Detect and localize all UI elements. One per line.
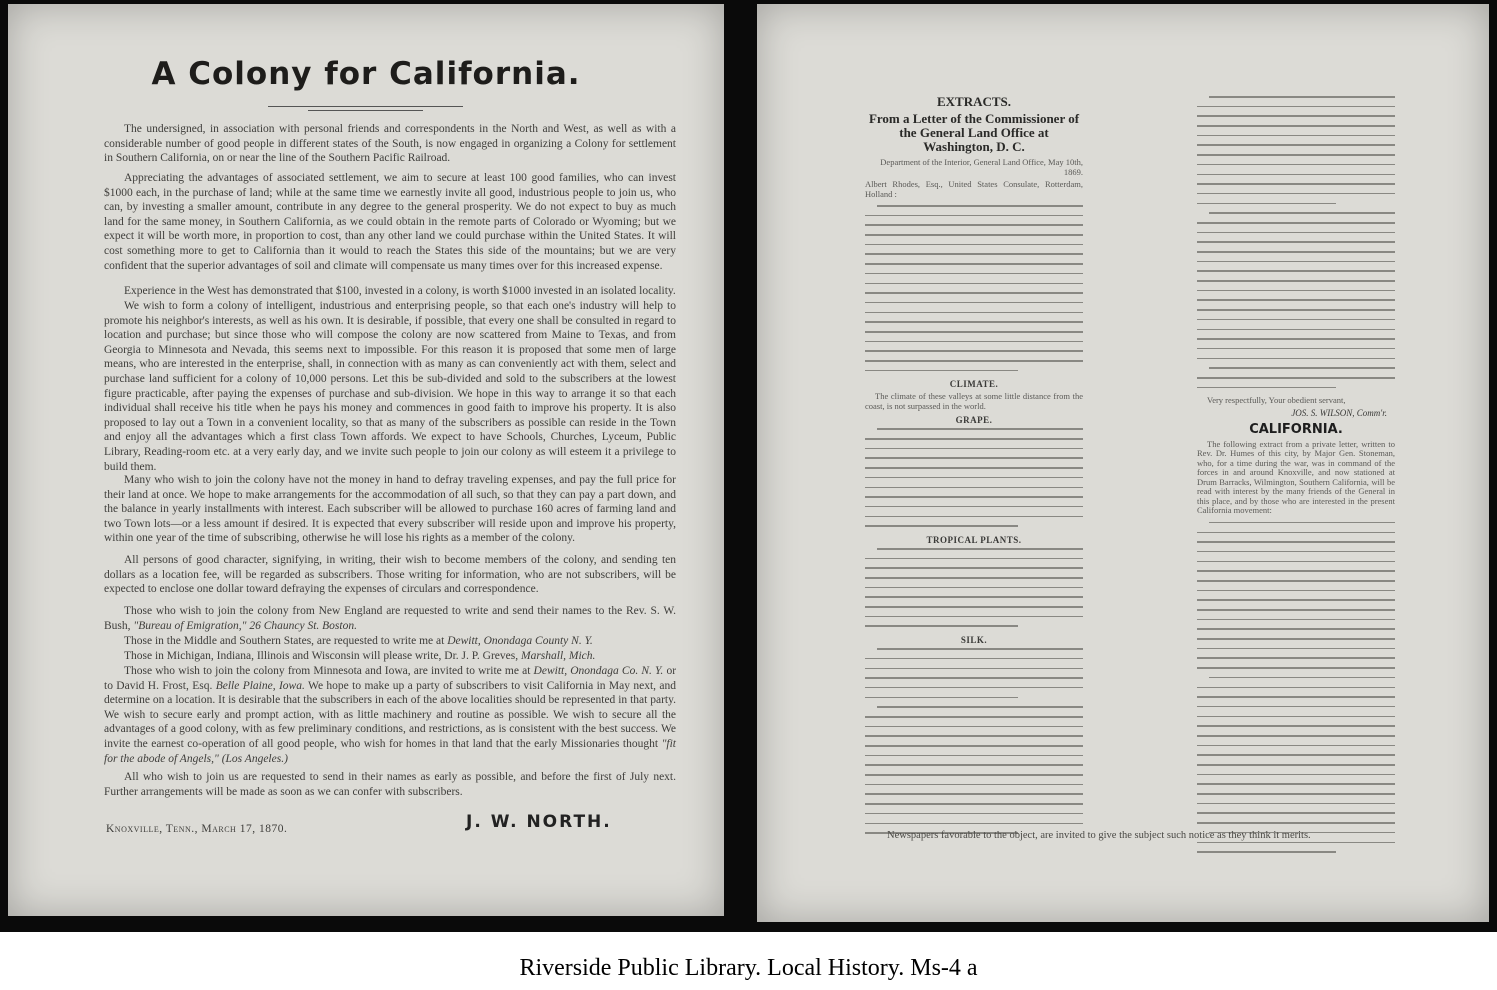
extracts-heading: EXTRACTS.	[936, 94, 1012, 109]
section-silk: SILK.	[960, 635, 988, 646]
section-tropical-plants: TROPICAL PLANTS.	[926, 534, 1022, 545]
newspapers-note: Newspapers favorable to the object, are invited to give the subject such notice as they think it merits.	[887, 830, 1311, 841]
section-grape: GRAPE.	[955, 415, 993, 426]
paragraph-experience: Experience in the West has demonstrated that $100, invested in a colony, is worth $1000 invested in an isolated locality.	[124, 285, 676, 297]
extracts-column	[865, 94, 1083, 842]
paragraph-advantages: Appreciating the advantages of associated settlement, we aim to secure at least 100 good families, who can invest $1000 each, in the purchase of land; while at the same time we earnestly invite all good, industrious people to join us, who can, by investing a smaller amount, contribute in any degree to the general prosperity. We do not expect to buy as much land for the same money, in Southern California, as we could obtain in the remote parts of Colorado or Wyoming; but we expect it will be worth more, in proportion to cost, than any other land we could purchase within the United States. It will cost something more to get to California than it would to reach the States this side of the mountains; but we are very confident that the superior advantages of soil and climate will compensate us many times over for this increased expense.	[104, 172, 676, 272]
title-rule-short	[308, 110, 423, 111]
grape-text	[865, 428, 1083, 526]
paragraph-michigan: Those in Michigan, Indiana, Illinois and Wisconsin will please write, Dr. J. P. Greves, Marshall, Mich.	[124, 650, 596, 662]
left-page	[8, 4, 724, 916]
signoff: Very respectfully, Your obedient servant,	[1207, 395, 1346, 406]
paragraph-subscribers: All persons of good character, signifying, in writing, their wish to become members of the colony, and sending ten dollars as a location fee, will be regarded as subscribers. Those writing for information, who are not subscribers, will be expected to enclose one dollar toward defraying the expenses of circulars and correspondence.	[104, 554, 676, 596]
paragraph-middle-states: Those in the Middle and Southern States, are requested to write me at Dewitt, Onondaga County N. Y.	[124, 635, 593, 647]
paragraph-payment: Many who wish to join the colony have not the money in hand to defray traveling expenses, and pay the full price for their land at once. We hope to make arrangements for the accommodation of all such, so that they can pay a part down, and the balance in yearly installments with interest. Each subscriber will be allowed to purchase 160 acres of farming land and two Town lots—or a less amount if desired. It is expected that every subscriber will reside upon and improve his property, within one year of the time of subscribing, otherwise he will lose his rights as a member of the colony.	[104, 474, 676, 545]
extracts-subheading: From a Letter of the Commissioner of the General Land Office at Washington, D. C.	[868, 111, 1080, 154]
paragraph-intro: The undersigned, in association with personal friends and correspondents in the North and West, as well as with a considerable number of good people in different states of the South, is now engaged in organizing a Colony for settlement in Southern California, on or near the line of the Southern Pacific Railroad.	[104, 123, 676, 165]
letter-body	[865, 205, 1083, 371]
right-page	[757, 4, 1489, 922]
paragraph-new-england: Those who wish to join the colony from New England are requested to write and send their names to the Rev. S. W. Bush, "Bureau of Emigration," 26 Chauncy St. Boston.	[104, 605, 676, 632]
image-caption: Riverside Public Library. Local History. Ms-4 a	[519, 955, 978, 981]
letter-continuation-column	[1197, 96, 1395, 861]
title-rule	[268, 106, 463, 107]
addressee: Albert Rhodes, Esq., United States Consulate, Rotterdam, Holland :	[865, 179, 1083, 199]
stoneman-letter	[1197, 522, 1395, 853]
california-heading: CALIFORNIA.	[1249, 421, 1343, 437]
place-date: Knoxville, Tenn., March 17, 1870.	[106, 823, 288, 835]
tropical-plants-text	[865, 548, 1083, 627]
letter-continuation	[1197, 96, 1395, 388]
signature: J. W. NORTH.	[466, 812, 612, 832]
paragraph-colony-form: We wish to form a colony of intelligent, industrious and enterprising people, so that each one's industry will help to promote his neighbor's interests, as well as his own. It is desirable, if possible, that every one shall be consulted in regard to location and purchase; but since those who will compose the colony are now scattered from Maine to Texas, and from Georgia to Minnesota and Nevada, this seems next to impossible. For this reason it is proposed that some men of large means, who are interested in the enterprise, shall, in connection with as many as can conveniently act with them, select and purchase land sufficient for a colony of 10,000 persons. Let this be sub-divided and sold to the subscribers at the lowest figure practicable, after paying the expenses of purchase and sub-division. We hope in this way to arrange it so that each individual shall receive his title when he pays his money and commences in good faith to improve his property. It is also proposed to lay out a Town in a convenient locality, so that as many of the subscribers as possible can reside in the Town and enjoy all the advantages which a first class Town affords. We expect to have Schools, Churches, Lyceum, Public Library, Reading-room etc. at a very early day, and we invite such people to join our colony as will esteem it a privilege to build them.	[104, 300, 676, 473]
silk-text	[865, 648, 1083, 834]
california-intro: The following extract from a private letter, written to Rev. Dr. Humes of this city, by Major Gen. Stoneman, who, for a time during the war, was in command of the forces in and around Knoxville, and now stationed at Drum Barracks, Wilmington, Southern California, will be read with interest by the many friends of the General in this place, and by those who are interested in the present California movement:	[1197, 438, 1395, 516]
paragraph-minnesota: Those who wish to join the colony from Minnesota and Iowa, are invited to write me at Dewitt, Onondaga Co. N. Y. or to David H. Frost, Esq. Belle Plaine, Iowa. We hope to make up a party of subscribers to visit California in May next, and determine on a location. It is desirable that the subscribers in each of the above localities should be represented in that party. We wish to secure early and prompt action, with as little machinery and routine as possible. We wish to secure all the advantages of a good colony, with as few preliminary conditions, and restrictions, as is consistent with the best success. We invite the earnest co-operation of all good people, who wish for homes in that land that the early Missionaries thought "fit for the abode of Angels," (Los Angeles.)	[104, 665, 677, 765]
commissioner-signature: JOS. S. WILSON, Comm'r.	[1291, 407, 1387, 418]
page-title: A Colony for California.	[151, 56, 581, 92]
climate-text: The climate of these valleys at some little distance from the coast, is not surpassed in the world.	[865, 391, 1083, 411]
paragraph-closing: All who wish to join us are requested to send in their names as early as possible, and before the first of July next. Further arrangements will be made as soon as we can confer with subscribers.	[104, 771, 676, 798]
section-climate: CLIMATE.	[949, 379, 999, 390]
dateline: Department of the Interior, General Land Office, May 10th, 1869.	[880, 157, 1083, 177]
